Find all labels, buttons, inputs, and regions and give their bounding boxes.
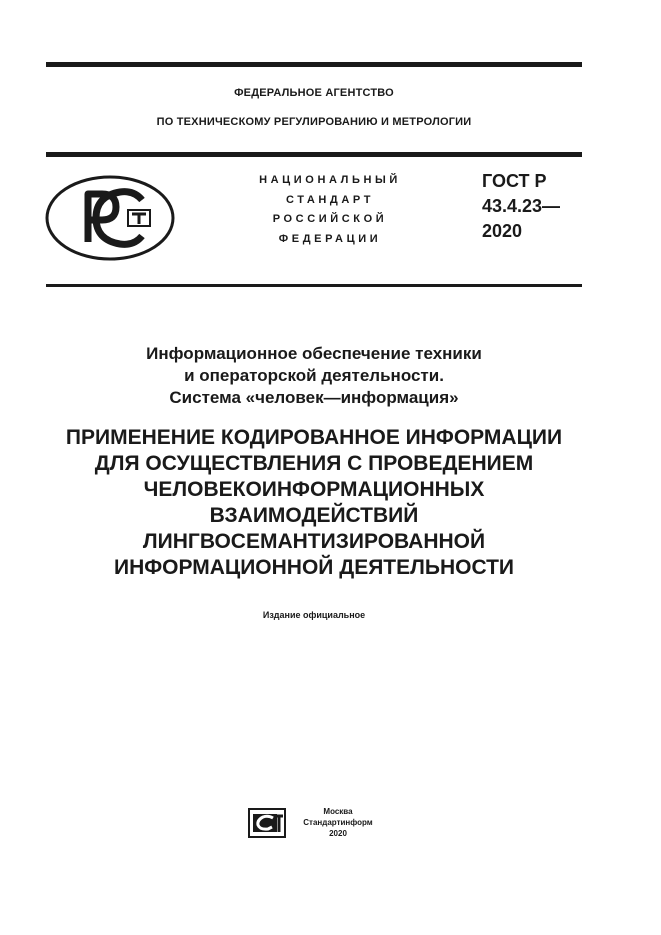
national-standard-line-2: СТАНДАРТ bbox=[285, 193, 375, 206]
national-standard-label bbox=[232, 171, 428, 249]
rst-logo-icon bbox=[44, 174, 176, 262]
designation-line-2: 43.4.23— bbox=[482, 196, 561, 216]
publisher-city: Москва bbox=[323, 807, 353, 816]
designation-line-3: 2020 bbox=[482, 221, 523, 241]
subtitle-line-3: Система «человек—информация» bbox=[169, 388, 459, 407]
publisher-imprint bbox=[300, 806, 376, 839]
title-line-1: ПРИМЕНЕНИЕ КОДИРОВАННОЕ ИНФОРМАЦИИ bbox=[65, 426, 563, 449]
agency-line-2: ПО ТЕХНИЧЕСКОМУ РЕГУЛИРОВАНИЮ И МЕТРОЛОГИИ bbox=[156, 116, 472, 128]
subtitle-line-1: Информационное обеспечение техники bbox=[146, 344, 482, 363]
title-line-5: ЛИНГВОСЕМАНТИЗИРОВАННОЙ bbox=[142, 530, 486, 553]
bottom-rule bbox=[46, 284, 582, 287]
national-standard-line-4: ФЕДЕРАЦИИ bbox=[278, 232, 382, 245]
designation-line-1: ГОСТ Р bbox=[482, 171, 547, 191]
national-standard-line-3: РОССИЙСКОЙ bbox=[272, 213, 388, 225]
standartinform-logo-icon bbox=[248, 808, 286, 838]
national-standard-line-1: НАЦИОНАЛЬНЫЙ bbox=[259, 174, 401, 186]
title-line-3: ЧЕЛОВЕКОИНФОРМАЦИОННЫХ bbox=[143, 478, 485, 501]
standard-designation bbox=[482, 169, 560, 244]
document-title bbox=[46, 425, 582, 581]
title-line-4: ВЗАИМОДЕЙСТВИЙ bbox=[209, 504, 419, 527]
edition-label: Издание официальное bbox=[262, 610, 366, 620]
document-subtitle bbox=[46, 343, 582, 409]
title-line-6: ИНФОРМАЦИОННОЙ ДЕЯТЕЛЬНОСТИ bbox=[113, 556, 515, 579]
publisher-year: 2020 bbox=[329, 829, 347, 838]
middle-rule bbox=[46, 152, 582, 157]
top-rule bbox=[46, 62, 582, 67]
publisher-name: Стандартинформ bbox=[303, 818, 373, 827]
subtitle-line-2: и операторской деятельности. bbox=[184, 366, 444, 385]
agency-line-1: ФЕДЕРАЛЬНОЕ АГЕНТСТВО bbox=[234, 87, 394, 99]
title-line-2: ДЛЯ ОСУЩЕСТВЛЕНИЯ С ПРОВЕДЕНИЕМ bbox=[94, 452, 534, 475]
